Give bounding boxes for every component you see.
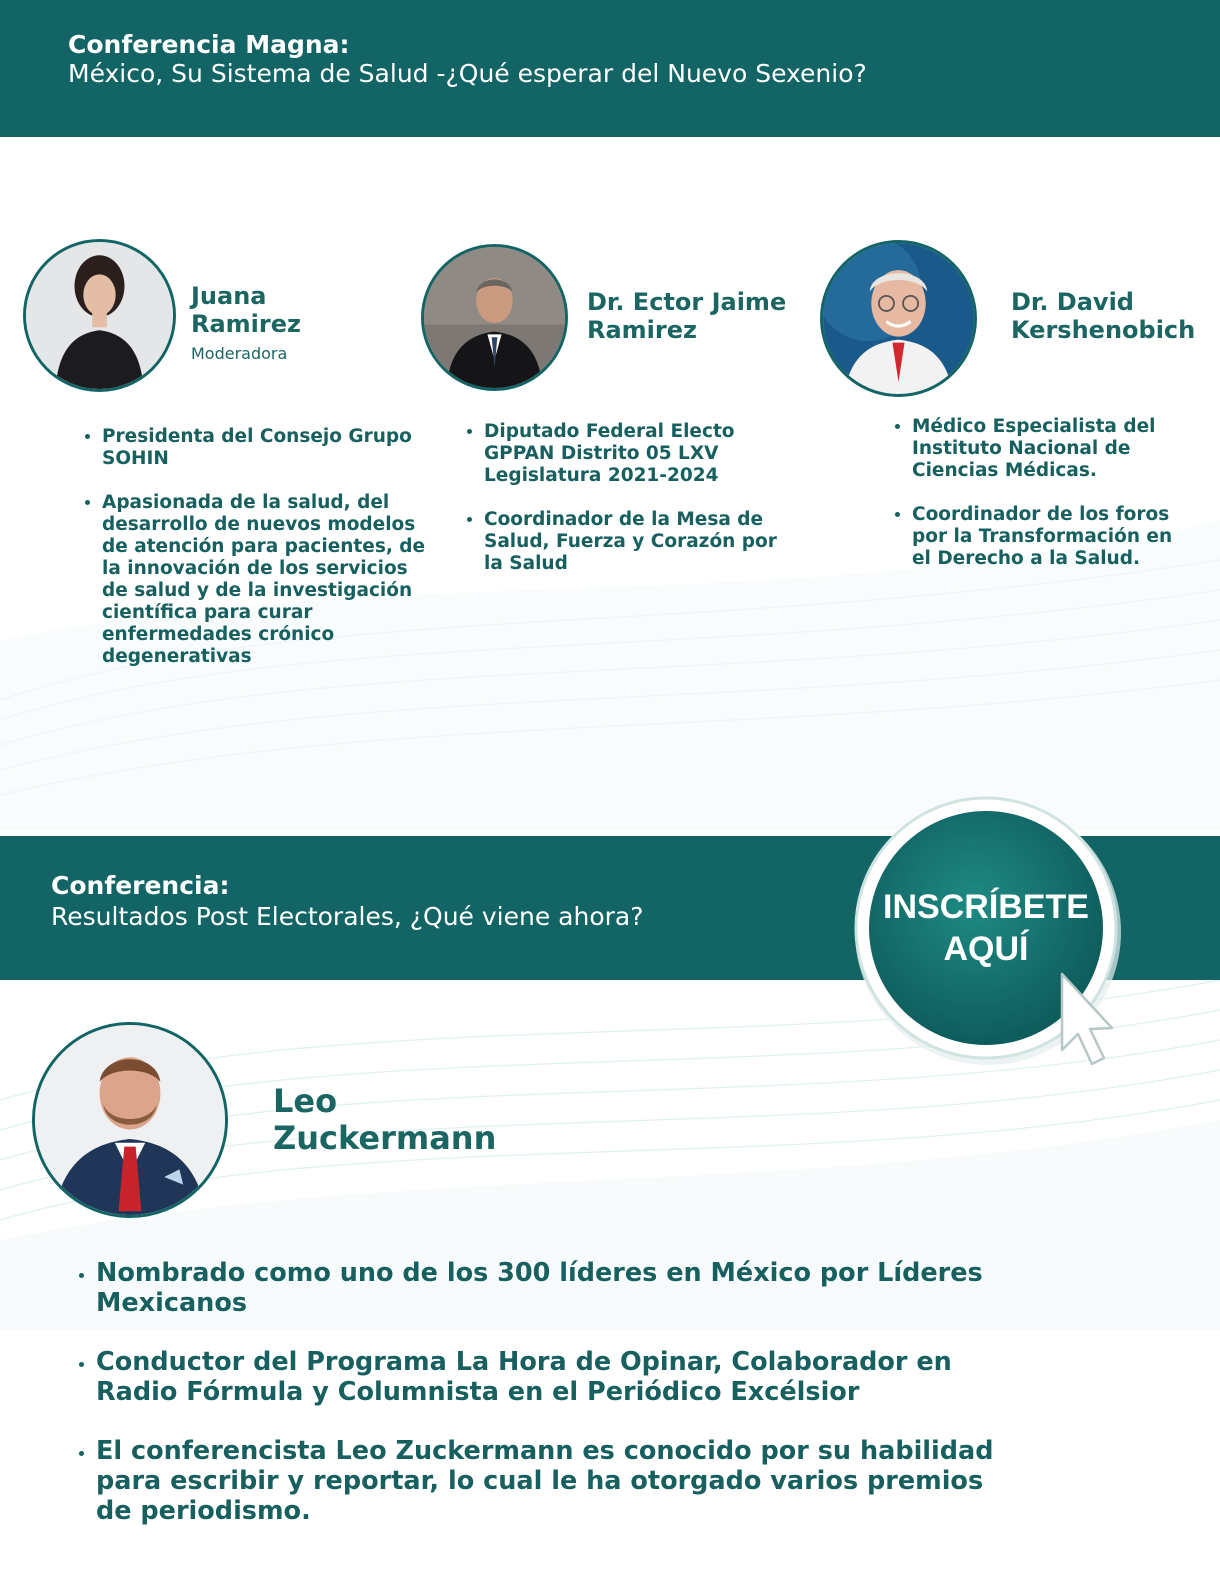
speaker-photo-leo — [32, 1022, 228, 1218]
conference-subtitle: Resultados Post Electorales, ¿Qué viene ahora? — [51, 902, 644, 931]
list-item: • Conductor del Programa La Hora de Opinar, Colaborador en Radio Fórmula y Columnista en el Periódico Excélsior — [96, 1347, 996, 1407]
conference-label: Conferencia: — [51, 871, 230, 900]
list-item: • Coordinador de los foros por la Transformación en el Derecho a la Salud. — [912, 504, 1197, 570]
list-item: • Presidenta del Consejo Grupo SOHIN — [102, 426, 432, 470]
featured-bullets — [71, 1258, 996, 1555]
speaker-name-david: Dr. David Kershenobich — [1011, 288, 1196, 344]
speaker-photo-david — [820, 240, 977, 397]
header-label: Conferencia Magna: — [68, 30, 350, 59]
list-item: • Médico Especialista del Instituto Nacional de Ciencias Médicas. — [912, 416, 1197, 482]
featured-name: Leo Zuckermann — [273, 1082, 497, 1157]
header-band — [0, 0, 1220, 137]
register-button[interactable] — [850, 792, 1125, 1067]
list-item: • El conferencista Leo Zuckermann es conocido por su habilidad para escribir y reportar, lo cual le ha otorgado varios premios de periodismo. — [96, 1436, 996, 1526]
speaker-name-ector: Dr. Ector Jaime Ramirez — [587, 288, 787, 344]
list-item: • Diputado Federal Electo GPPAN Distrito 05 LXV Legislatura 2021-2024 — [484, 421, 784, 487]
speaker-photo-juana — [23, 239, 176, 392]
header-subtitle: México, Su Sistema de Salud -¿Qué esperar del Nuevo Sexenio? — [68, 59, 867, 88]
register-label-2: AQUÍ — [943, 930, 1029, 968]
list-item: • Nombrado como uno de los 300 líderes en México por Líderes Mexicanos — [96, 1258, 996, 1318]
speaker-role-juana: Moderadora — [191, 344, 288, 363]
speaker-bullets-juana — [81, 426, 432, 690]
register-label-1: INSCRÍBETE — [883, 888, 1089, 926]
speaker-bullets-ector — [463, 421, 784, 597]
speaker-bullets-david — [891, 416, 1197, 592]
speaker-photo-ector — [421, 244, 568, 391]
list-item: • Coordinador de la Mesa de Salud, Fuerza y Corazón por la Salud — [484, 509, 784, 575]
list-item: • Apasionada de la salud, del desarrollo de nuevos modelos de atención para pacientes, de la innovación de los servicios de salud y de la investigación científica para curar enfermedades crónico degenerativas — [102, 492, 432, 668]
speaker-name-juana: Juana Ramirez — [191, 282, 301, 338]
